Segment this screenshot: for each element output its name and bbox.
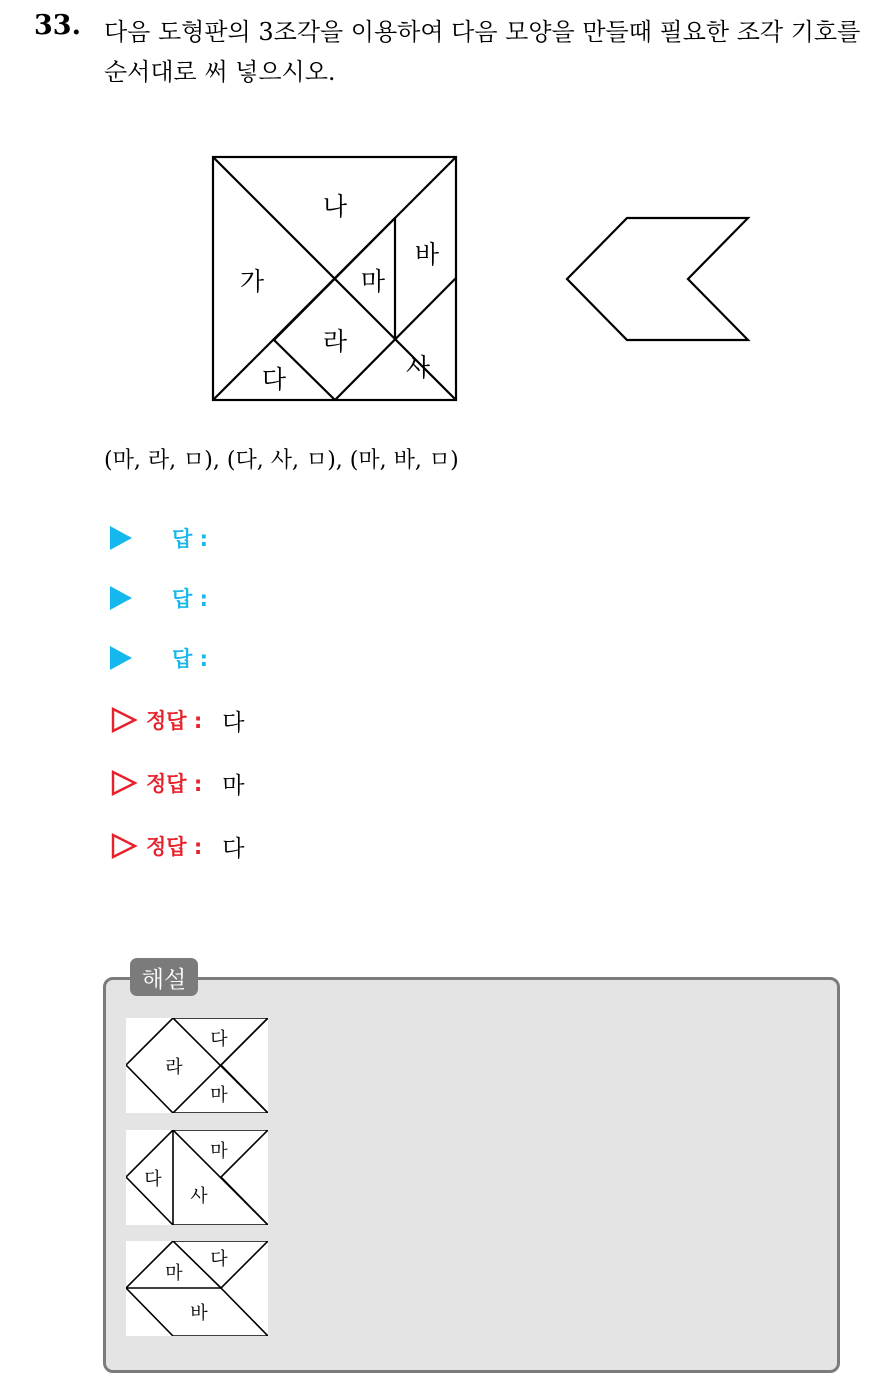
outline-triangle-icon	[110, 832, 138, 860]
answer-row	[110, 640, 208, 676]
explanation-diagram-3	[126, 1241, 268, 1336]
label-da: 다	[210, 1249, 228, 1270]
answer-label: 답 :	[172, 587, 208, 611]
correct-answer-value: 마	[222, 772, 245, 799]
play-icon	[110, 526, 132, 550]
answer-label: 답 :	[172, 527, 208, 551]
explanation-tag: 해설	[130, 958, 198, 996]
label-da: 다	[210, 1029, 228, 1050]
label-ma: 마	[165, 1263, 183, 1284]
label-ba: 바	[190, 1303, 208, 1324]
correct-answer-row	[110, 702, 245, 738]
question-number: 33.	[34, 10, 81, 41]
answer-row	[110, 580, 208, 616]
correct-answer-value: 다	[222, 709, 245, 736]
question-text: 다음 도형판의 3조각을 이용하여 다음 모양을 만들때 필요한 조각 기호를 순서대로 써 넣으시오.	[104, 18, 861, 86]
label-sa: 사	[190, 1186, 208, 1207]
label-ma: 마	[210, 1085, 228, 1106]
answer-label: 답 :	[172, 647, 208, 671]
label-ma: 마	[210, 1141, 228, 1162]
play-icon	[110, 646, 132, 670]
correct-label: 정답 :	[146, 772, 203, 796]
correct-answer-value: 다	[222, 835, 245, 862]
correct-label: 정답 :	[146, 709, 203, 733]
correct-answer-row	[110, 765, 245, 801]
correct-answer-row	[110, 828, 245, 864]
outline-triangle-icon	[110, 769, 138, 797]
play-icon	[110, 586, 132, 610]
label-na: 나	[322, 192, 348, 221]
explanation-diagram-1	[126, 1018, 268, 1113]
outline-triangle-icon	[110, 706, 138, 734]
correct-label: 정답 :	[146, 835, 203, 859]
label-ga: 가	[239, 267, 265, 296]
tangram-figure	[0, 0, 884, 420]
label-ra: 라	[165, 1057, 183, 1078]
label-ba: 바	[414, 240, 440, 269]
explanation-diagram-2	[126, 1130, 268, 1225]
options-text: (마, 라, ㅁ), (다, 사, ㅁ), (마, 바, ㅁ)	[104, 448, 459, 473]
label-sa: 사	[405, 353, 431, 382]
target-shape	[567, 218, 748, 340]
label-ma: 마	[360, 267, 386, 296]
label-da: 다	[144, 1169, 162, 1190]
label-ra: 라	[322, 327, 348, 356]
answer-row	[110, 520, 208, 556]
label-da: 다	[261, 365, 287, 394]
